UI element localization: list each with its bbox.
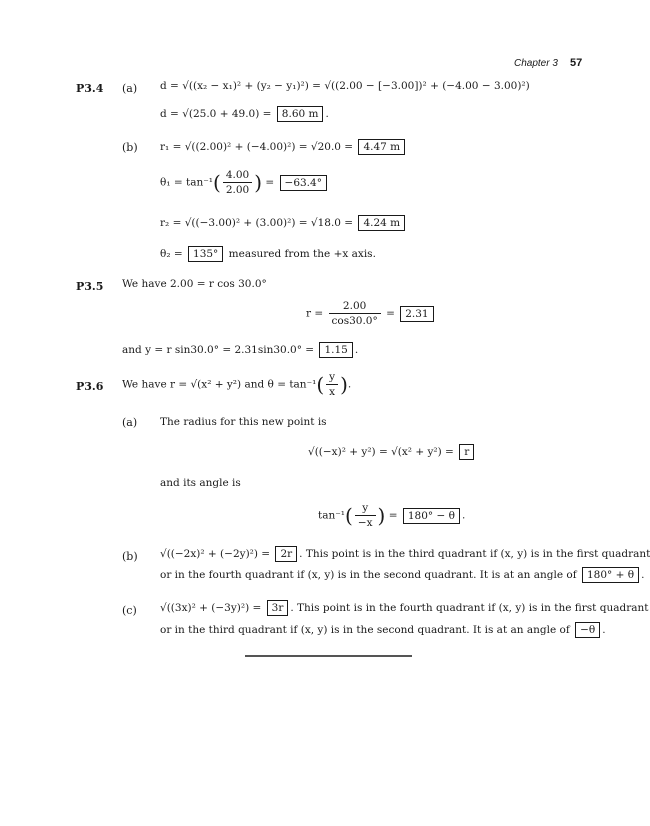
answer-box: −63.4° xyxy=(280,175,327,191)
answer-box: 2.31 xyxy=(400,306,433,322)
equation-text: θ₂ = xyxy=(160,248,183,260)
answer-box: 180° + θ xyxy=(582,567,639,583)
text-radius-intro: The radius for this new point is xyxy=(160,416,327,428)
equation-text: tan⁻¹ xyxy=(318,509,345,522)
answer-box: 135° xyxy=(188,246,223,262)
chapter-label: Chapter 3 xyxy=(514,58,558,69)
fraction xyxy=(326,370,338,399)
fraction-denominator: cos30.0° xyxy=(331,315,378,327)
problem-label-p35: P3.5 xyxy=(76,280,104,293)
answer-box: 2r xyxy=(275,546,297,562)
answer-box: 3r xyxy=(267,600,289,616)
fraction xyxy=(223,168,252,197)
equation-r1 xyxy=(160,139,407,155)
part-label-p36-b: (b) xyxy=(122,550,138,563)
fraction xyxy=(329,299,381,328)
answer-box: 8.60 m xyxy=(277,106,324,122)
equation-distance-result xyxy=(160,106,329,122)
punctuation: . xyxy=(347,378,352,391)
answer-box: −θ xyxy=(575,622,600,638)
equation-theta1: θ₁ = tan⁻¹( $\frac{4.00}{2.00}$ ) = −63.4° xyxy=(160,168,329,197)
equation-y xyxy=(122,342,358,358)
equation-scaled-3 xyxy=(160,600,648,616)
equation-text: √((−2x)² + (−2y)²) = xyxy=(160,548,271,560)
equation-text: or in the fourth quadrant if (x, y) is in the second quadrant. It is at an angle of xyxy=(160,569,577,581)
equation-angle: tan⁻¹( $\frac{y}{-x}$ ) = 180° − θ . xyxy=(318,502,466,529)
equation-text: and y = r sin30.0° = 2.31sin30.0° = xyxy=(122,344,315,356)
equation-text: . This point is in the third quadrant if (x, y) is in the first quadrant xyxy=(299,548,650,560)
equals-sign: = xyxy=(386,307,395,320)
equation-polar-definitions: We have r = √(x² + y²) and θ = tan⁻¹( $\frac{y}{x}$ ). xyxy=(122,371,352,398)
answer-box: 4.47 m xyxy=(358,139,405,155)
fraction-numerator: 4.00 xyxy=(223,168,252,183)
equation-text: We have r = √(x² + y²) and θ = tan⁻¹ xyxy=(122,378,317,391)
equation-theta2 xyxy=(160,246,376,262)
part-label-p36-a: (a) xyxy=(122,416,138,429)
equation-radius xyxy=(308,444,476,460)
equation-text: or in the third quadrant if (x, y) is in the second quadrant. It is at an angle of xyxy=(160,624,570,636)
punctuation: . xyxy=(325,108,329,120)
answer-box: 4.24 m xyxy=(358,215,405,231)
fraction xyxy=(355,501,376,530)
text-we-have: We have 2.00 = r cos 30.0° xyxy=(122,278,267,290)
equals-sign: = xyxy=(388,509,398,522)
equation-scaled-2 xyxy=(160,546,650,562)
equation-r2 xyxy=(160,215,407,231)
equation-text: √((3x)² + (−3y)²) = xyxy=(160,602,262,614)
equation-text: r₂ = √((−3.00)² + (3.00)²) = √18.0 = xyxy=(160,217,354,229)
equation-distance-formula: d = √((x₂ − x₁)² + (y₂ − y₁)²) = √((2.00 − [−3.00])² + (−4.00 − 3.00)²) xyxy=(160,80,530,92)
text-angle-intro: and its angle is xyxy=(160,477,241,489)
equation-text: . This point is in the fourth quadrant if (x, y) is in the first quadrant xyxy=(290,602,649,614)
page-number: 57 xyxy=(570,57,583,69)
fraction-denominator: −x xyxy=(357,517,373,529)
equation-text: √((−x)² + y²) = √(x² + y²) = xyxy=(308,446,454,458)
fraction-denominator: x xyxy=(329,386,336,398)
punctuation: . xyxy=(602,624,606,636)
fraction-numerator: 2.00 xyxy=(329,299,381,314)
equation-text: r = xyxy=(306,307,324,320)
equation-text: d = √(25.0 + 49.0) = xyxy=(160,108,272,120)
part-label-p36-c: (c) xyxy=(122,604,137,617)
equation-text: r₁ = √((2.00)² + (−4.00)²) = √20.0 = xyxy=(160,141,354,153)
fraction-numerator: y xyxy=(326,370,338,385)
fraction-numerator: y xyxy=(355,501,376,516)
fraction-denominator: 2.00 xyxy=(225,184,250,196)
equals-sign: = xyxy=(265,176,275,189)
answer-box: 1.15 xyxy=(319,342,352,358)
part-label-p34-b: (b) xyxy=(122,141,138,154)
problem-label-p36: P3.6 xyxy=(76,380,104,393)
answer-box: 180° − θ xyxy=(403,508,460,524)
answer-box: r xyxy=(459,444,474,460)
problem-label-p34: P3.4 xyxy=(76,82,104,95)
equation-text: measured from the +x axis. xyxy=(228,248,376,260)
punctuation: . xyxy=(641,569,645,581)
text-quadrant-b xyxy=(160,567,644,583)
punctuation: . xyxy=(461,509,466,522)
punctuation: . xyxy=(354,344,359,356)
part-label-p34-a: (a) xyxy=(122,82,138,95)
section-divider xyxy=(245,655,412,657)
text-quadrant-c xyxy=(160,622,606,638)
equation-r xyxy=(306,299,436,328)
equation-text: θ₁ = tan⁻¹ xyxy=(160,176,213,189)
